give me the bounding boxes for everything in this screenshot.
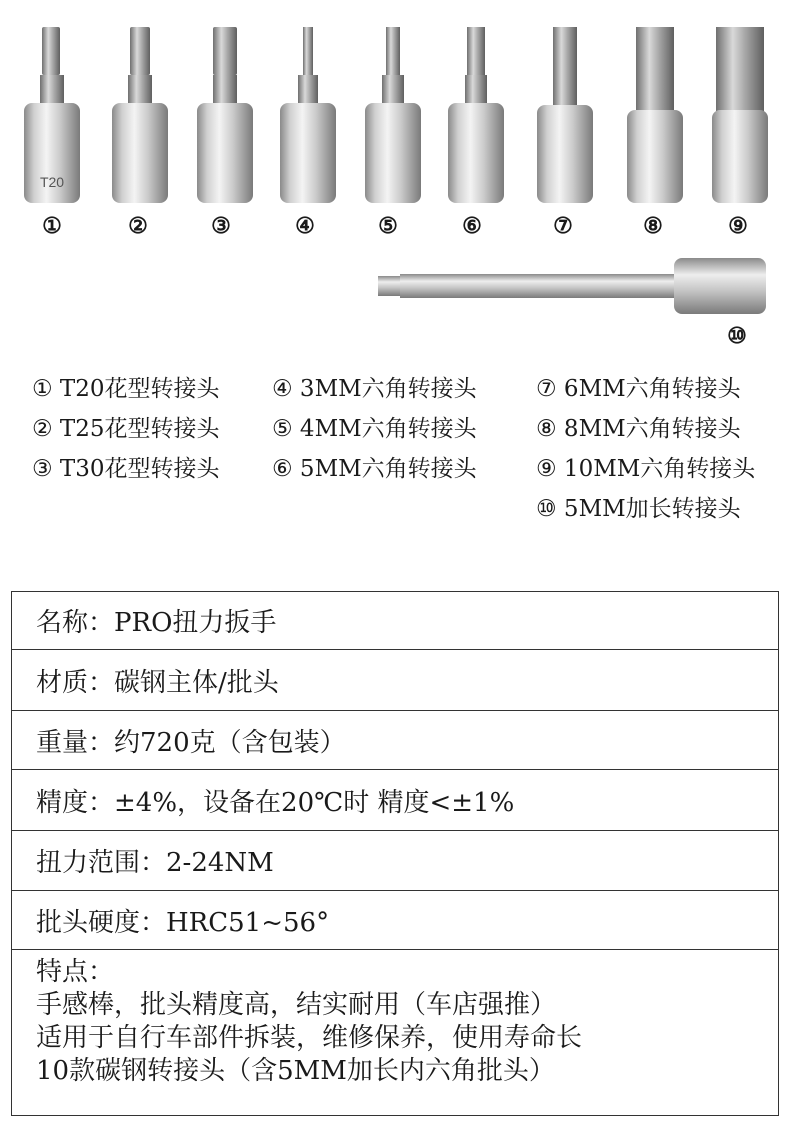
- socket-6mm-image: [535, 25, 595, 209]
- legend-item-8: ⑧ 8MM六角转接头: [536, 416, 741, 442]
- spec-row-accuracy: [12, 770, 778, 831]
- spec-accuracy: 精度：±4%，设备在20℃时 精度<±1%: [36, 787, 515, 818]
- legend-item-4: ④ 3MM六角转接头: [272, 376, 477, 402]
- socket-t30-image: [195, 25, 255, 209]
- spec-row-name: [12, 592, 778, 650]
- feature-item-3: 10款碳钢转接头（含5MM加长内六角批头）: [36, 1056, 555, 1086]
- legend-item-6: ⑥ 5MM六角转接头: [272, 456, 477, 482]
- socket-10mm-image: [710, 25, 770, 209]
- socket-5mm-long-image: [378, 255, 773, 321]
- socket-4mm-image: [363, 25, 423, 209]
- spec-material: 材质：碳钢主体/批头: [36, 667, 279, 698]
- spec-range: 扭力范围：2-24NM: [36, 848, 274, 878]
- socket-number-3: ③: [211, 213, 231, 239]
- features-title: 特点：: [36, 957, 115, 987]
- socket-5mm-image: [446, 25, 506, 209]
- socket-3mm-image: [278, 25, 338, 209]
- legend-item-2: ② T25花型转接头: [32, 416, 220, 442]
- socket-number-8: ⑧: [643, 213, 663, 239]
- socket-number-1: ①: [42, 213, 62, 239]
- legend-item-3: ③ T30花型转接头: [32, 456, 220, 482]
- legend-item-1: ① T20花型转接头: [32, 376, 220, 402]
- spec-row-range: [12, 831, 778, 891]
- socket-number-9: ⑨: [728, 213, 748, 239]
- legend-item-9: ⑨ 10MM六角转接头: [536, 456, 756, 482]
- legend-item-10: ⑩ 5MM加长转接头: [536, 496, 741, 522]
- spec-name: 名称：PRO扭力扳手: [36, 608, 277, 638]
- socket-t25-image: [110, 25, 170, 209]
- spec-row-weight: [12, 711, 778, 770]
- spec-weight: 重量：约720克（含包装）: [36, 727, 346, 758]
- socket-number-6: ⑥: [462, 213, 482, 239]
- socket-number-4: ④: [295, 213, 315, 239]
- spec-hardness: 批头硬度：HRC51~56°: [36, 907, 330, 938]
- feature-item-1: 手感棒，批头精度高，结实耐用（车店强推）: [36, 990, 557, 1020]
- socket-number-5: ⑤: [378, 213, 398, 239]
- socket-number-7: ⑦: [553, 213, 573, 239]
- spec-row-material: [12, 650, 778, 711]
- spec-row-hardness: [12, 891, 778, 950]
- socket-number-10: ⑩: [727, 323, 747, 349]
- feature-item-2: 适用于自行车部件拆装，维修保养，使用寿命长: [36, 1023, 583, 1053]
- legend-item-5: ⑤ 4MM六角转接头: [272, 416, 477, 442]
- socket-engraving: T20: [39, 174, 65, 190]
- socket-8mm-image: [625, 25, 685, 209]
- socket-t20-image: [22, 25, 82, 209]
- spec-row-features: [12, 950, 778, 1115]
- socket-number-2: ②: [128, 213, 148, 239]
- legend-item-7: ⑦ 6MM六角转接头: [536, 376, 741, 402]
- spec-table: [11, 591, 779, 1116]
